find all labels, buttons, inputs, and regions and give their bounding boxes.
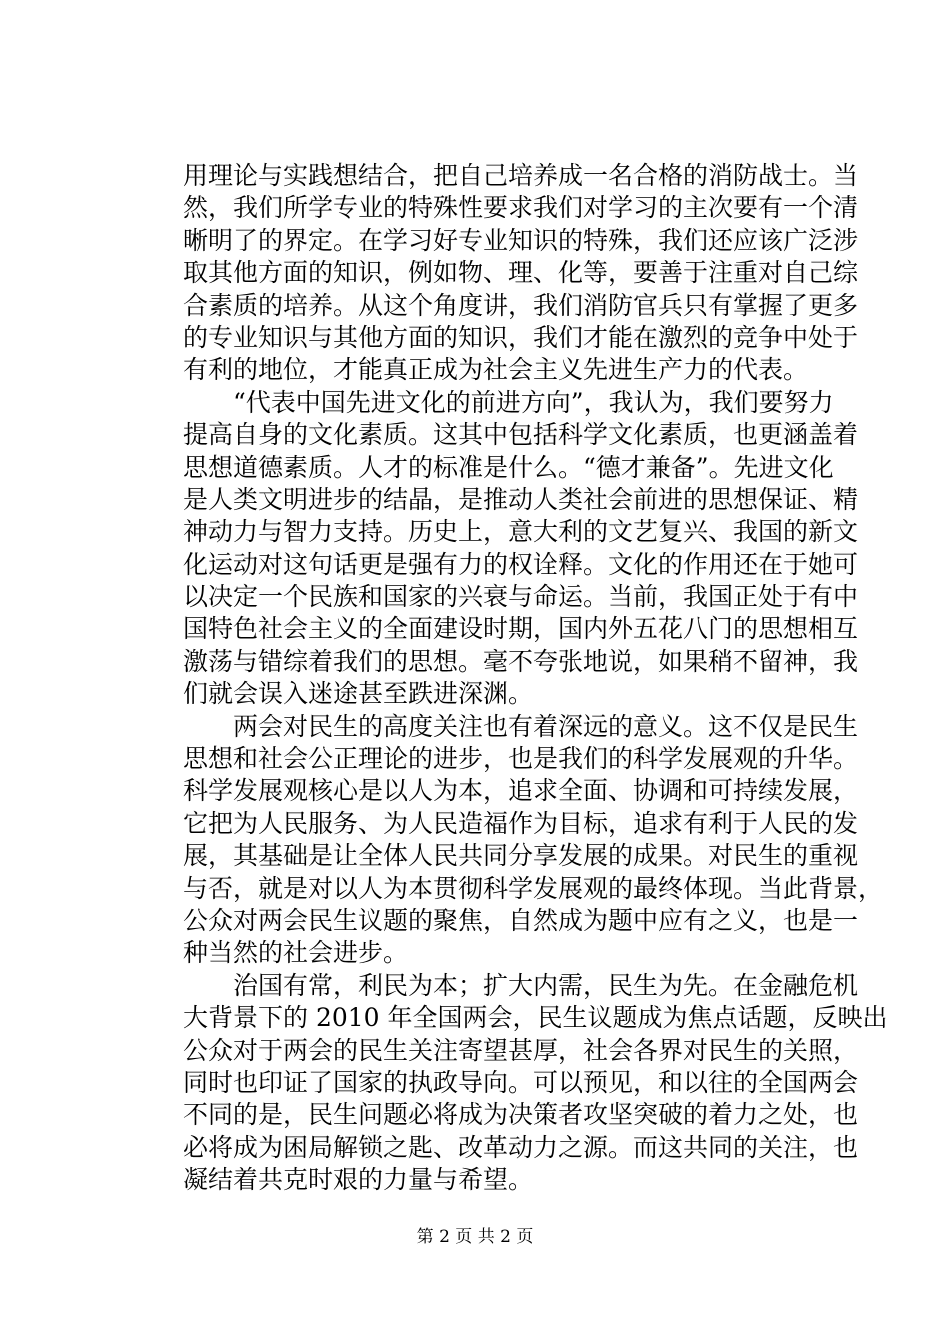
text-line: 晰明了的界定。在学习好专业知识的特殊，我们还应该广泛涉 xyxy=(183,225,859,255)
text-line: 激荡与错综着我们的思想。毫不夸张地说，如果稍不留神，我 xyxy=(183,646,859,676)
text-line: 们就会误入迷途甚至跌进深渊。 xyxy=(183,679,534,709)
text-line: 化运动对这句话更是强有力的权诠释。文化的作用还在于她可 xyxy=(183,549,859,579)
text-line: 合素质的培养。从这个角度讲，我们消防官兵只有掌握了更多 xyxy=(183,290,859,320)
text-line: 思想和社会公正理论的进步，也是我们的科学发展观的升华。 xyxy=(183,744,859,774)
text-line: 科学发展观核心是以人为本，追求全面、协调和可持续发展， xyxy=(183,776,859,806)
text-line: 有利的地位，才能真正成为社会主义先进生产力的代表。 xyxy=(183,355,809,385)
text-line: 必将成为困局解锁之匙、改革动力之源。而这共同的关注，也 xyxy=(183,1132,859,1162)
text-line: 治国有常，利民为本；扩大内需，民生为先。在金融危机 xyxy=(183,970,859,1000)
text-line: 展，其基础是让全体人民共同分享发展的成果。对民生的重视 xyxy=(183,841,859,871)
text-line: 然，我们所学专业的特殊性要求我们对学习的主次要有一个清 xyxy=(183,193,859,223)
document-body xyxy=(183,160,888,1197)
text-line: 与否，就是对以人为本贯彻科学发展观的最终体现。当此背景， xyxy=(183,873,884,903)
text-line: 神动力与智力支持。历史上，意大利的文艺复兴、我国的新文 xyxy=(183,517,859,547)
text-line: 公众对两会民生议题的聚焦，自然成为题中应有之义，也是一 xyxy=(183,905,859,935)
text-line: 公众对于两会的民生关注寄望甚厚，社会各界对民生的关照， xyxy=(183,1035,859,1065)
text-line: 两会对民生的高度关注也有着深远的意义。这不仅是民生 xyxy=(183,711,859,741)
text-line: 取其他方面的知识，例如物、理、化等，要善于注重对自己综 xyxy=(183,258,859,288)
text-line: 凝结着共克时艰的力量与希望。 xyxy=(183,1165,534,1195)
text-line: 国特色社会主义的全面建设时期，国内外五花八门的思想相互 xyxy=(183,614,859,644)
text-line: 同时也印证了国家的执政导向。可以预见，和以往的全国两会 xyxy=(183,1067,859,1097)
text-line: 提高自身的文化素质。这其中包括科学文化素质，也更涵盖着 xyxy=(183,420,859,450)
text-line: “代表中国先进文化的前进方向”，我认为，我们要努力 xyxy=(183,387,834,417)
text-line: 用理论与实践想结合，把自己培养成一名合格的消防战士。当 xyxy=(183,161,859,190)
page-footer: 第 2 页 共 2 页 xyxy=(416,1227,534,1247)
text-line: 它把为人民服务、为人民造福作为目标，追求有利于人民的发 xyxy=(183,808,859,838)
text-line: 以决定一个民族和国家的兴衰与命运。当前，我国正处于有中 xyxy=(183,582,859,612)
text-line: 的专业知识与其他方面的知识，我们才能在激烈的竞争中处于 xyxy=(183,322,859,352)
text-line: 种当然的社会进步。 xyxy=(183,938,409,968)
text-line: 是人类文明进步的结晶，是推动人类社会前进的思想保证、精 xyxy=(183,484,859,514)
text-line: 大背景下的 2010 年全国两会，民生议题成为焦点话题，反映出 xyxy=(183,1003,888,1033)
text-line: 思想道德素质。人才的标准是什么。“德才兼备”。先进文化 xyxy=(183,452,834,482)
text-line: 不同的是，民生问题必将成为决策者攻坚突破的着力之处，也 xyxy=(183,1100,859,1130)
